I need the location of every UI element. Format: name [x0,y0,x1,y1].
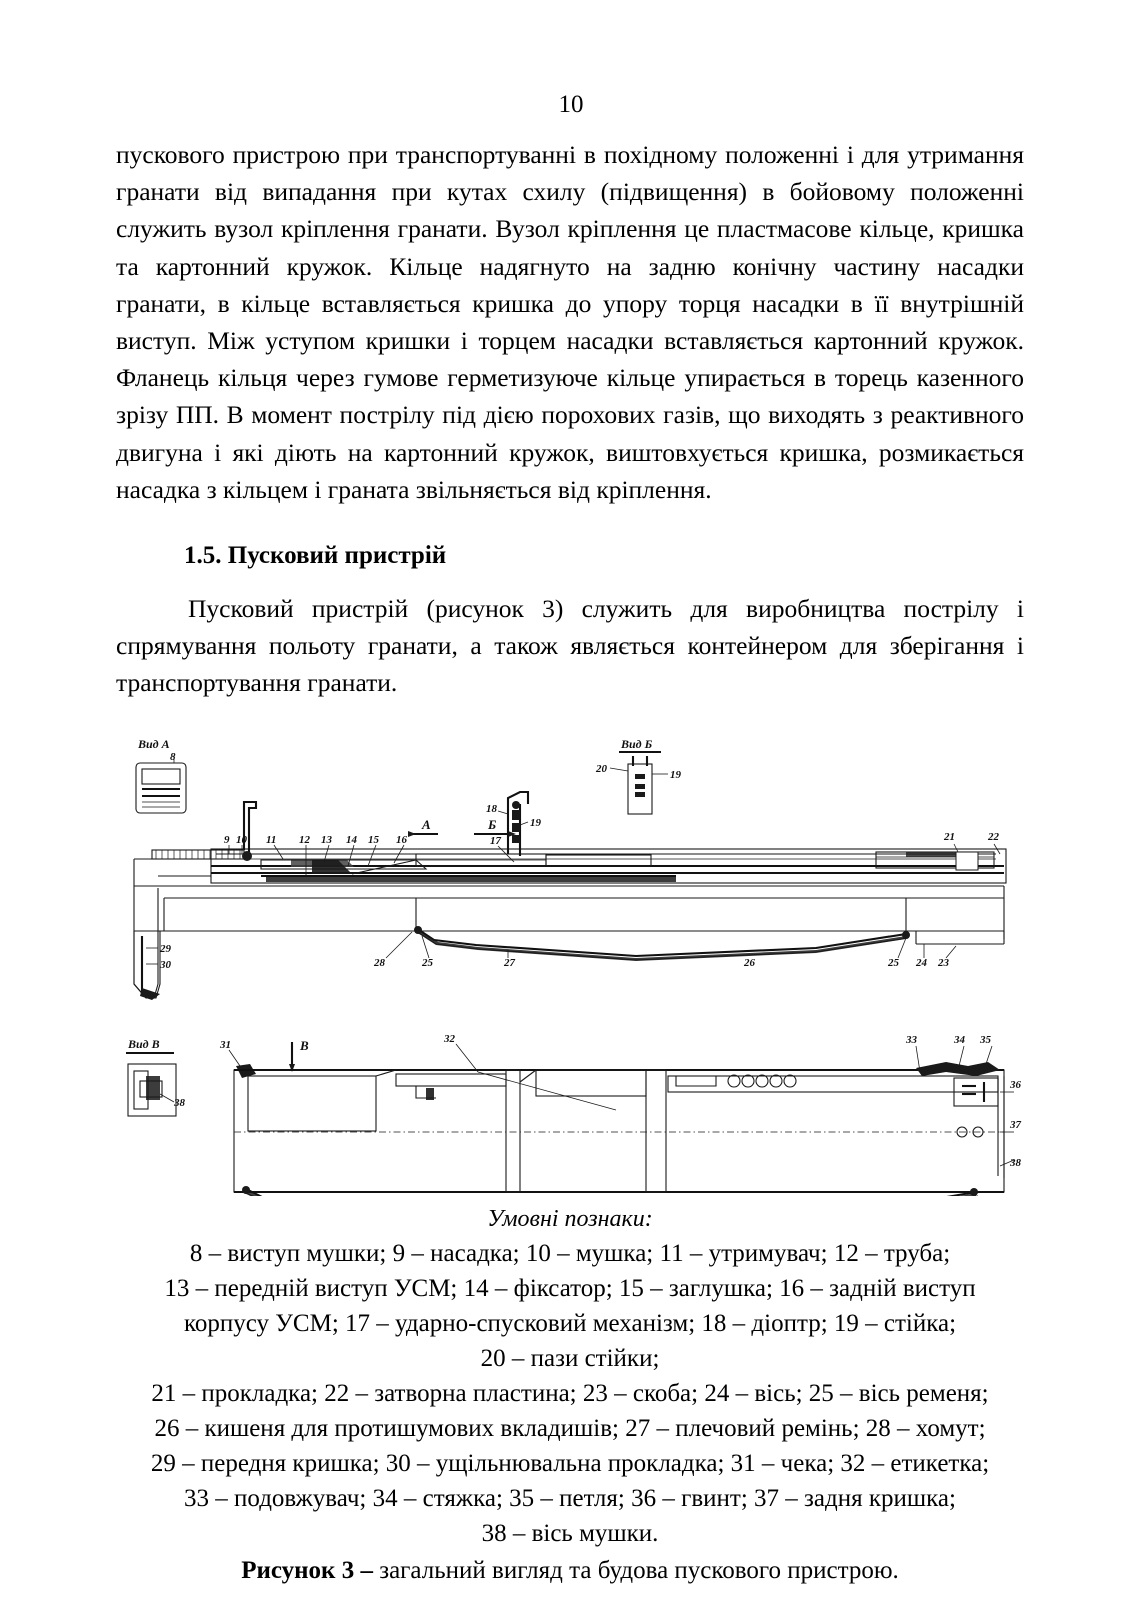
callout-8: 8 [170,750,176,763]
section-label-v: В [300,1037,309,1053]
callout-27: 27 [504,956,515,969]
callout-17: 17 [490,834,501,847]
section-arrow-v [289,1038,309,1072]
callout-31: 31 [220,1038,231,1051]
callout-28: 28 [374,956,385,969]
callout-11: 11 [266,833,277,846]
callout-36: 36 [1010,1078,1021,1091]
section-arrow-a [408,817,438,837]
section-label-b: Б [488,816,497,832]
callout-32: 32 [444,1032,455,1045]
callout-37: 37 [1010,1118,1021,1131]
bottom-assembly-view [126,1033,1022,1196]
callout-23: 23 [938,956,949,969]
view-v-label: Вид В [128,1036,160,1051]
rear-cap [954,1076,1022,1178]
figure-legend [116,1202,1024,1551]
callout-14: 14 [346,833,357,846]
legend-title: Умовні познаки: [487,1205,653,1232]
callout-38: 38 [1010,1156,1021,1169]
legend-line-2: 13 – передній виступ УСМ; 14 – фіксатор; 15 – заглушка; 16 – задній виступ [164,1274,976,1302]
callout-33: 33 [906,1033,917,1046]
callout-22: 22 [988,830,999,843]
usm-trigger-group [261,854,676,882]
callout-21: 21 [944,830,955,843]
callout-26: 26 [744,956,755,969]
callout-38b: 38 [174,1096,185,1109]
paragraph-launcher: Пусковий пристрій (рисунок 3) служить для виробництва пострілу і спрямування польоту гранати, а також являється контейнером для зберігання і транспортування гранати. [116,594,1024,698]
heading-spacer [116,574,1024,590]
callout-29: 29 [160,942,171,955]
view-a-detail [136,737,186,813]
callout-18: 18 [486,802,497,815]
callout-15: 15 [368,833,379,846]
pin-31 [219,1039,256,1078]
legend-line-5: 21 – прокладка; 22 – затворна пластина; 23 – скоба; 24 – вісь; 25 – вісь ременя; [151,1379,989,1407]
callout-12: 12 [299,833,310,846]
page-number: 10 [558,91,584,118]
top-assembly-view [134,737,1006,1000]
section-arrow-b [474,817,516,837]
callout-13: 13 [321,833,332,846]
page-content [116,136,1024,1588]
legend-line-6: 26 – кишеня для протишумових вкладишів; 27 – плечовий ремінь; 28 – хомут; [154,1414,986,1442]
breech-detail [876,831,1000,870]
figure-3-technical-drawing [116,726,1024,1196]
view-v-detail [126,1037,186,1116]
callout-16: 16 [396,833,407,846]
legend-line-1: 8 – виступ мушки; 9 – насадка; 10 – мушка; 11 – утримувач; 12 – труба; [189,1239,951,1267]
callout-25a: 25 [422,956,433,969]
legend-line-7: 29 – передня кришка; 30 – ущільнювальна прокладка; 31 – чека; 32 – етикетка; [150,1449,990,1477]
callout-25b: 25 [888,956,899,969]
figure-caption [116,1553,1024,1588]
callout-35: 35 [980,1033,991,1046]
callout-9: 9 [224,833,230,846]
front-cover [134,931,172,1000]
launcher-assembly-drawing [116,726,1024,1196]
view-a-label: Вид А [138,736,170,751]
legend-line-4: 20 – пази стійки; [480,1344,660,1372]
section-label-a: А [422,816,431,832]
callout-19: 19 [530,816,541,829]
legend-line-9: 38 – вісь мушки. [481,1519,659,1547]
figure-caption-bold: Рисунок 3 – [241,1556,373,1584]
figure-caption-rest: загальний вигляд та будова пускового пристрою. [372,1556,899,1584]
callout-34: 34 [954,1033,965,1046]
callout-10: 10 [236,833,247,846]
shoulder-strap [373,926,956,969]
legend-line-3: корпусу УСМ; 17 – ударно-спусковий механізм; 18 – діоптр; 19 – стійка; [183,1309,957,1337]
rear-fittings [905,1034,1000,1076]
section-heading-1-5: 1.5. Пусковий пристрій [184,542,447,570]
view-b-label: Вид Б [621,736,653,751]
paragraph-intro: пускового пристрою при транспортуванні в похідному положенні і для утримання гранати від випадання при кутах схилу (підвищення) в бойовому положенні служить вузол кріплення гранати. Вузол кріплення це пластмасове кільце, кришка та картонний кружок. Кільце надягнуто на задню конічну частину насадки гранати, в кільце вставляється кришка до упору торця насадки в її внутрішній виступ. Між уступом кришки і торцем насадки вставляється картонний кружок. Фланець кільця через гумове герметизуюче кільце упирається в торець казенного зрізу ПП. В момент пострілу під дією порохових газів, що виходять з реактивного двигуна і які діють на картонний кружок, виштовхується кришка, розмикається насадка з кільцем і граната звільняється від кріплення. [116,140,1024,504]
callout-19b: 19 [670,768,681,781]
callout-24: 24 [916,956,927,969]
callout-20: 20 [596,762,607,775]
view-b-detail [595,737,682,814]
callout-30: 30 [160,958,171,971]
legend-line-8: 33 – подовжувач; 34 – стяжка; 35 – петля; 36 – гвинт; 37 – задня кришка; [184,1484,956,1512]
